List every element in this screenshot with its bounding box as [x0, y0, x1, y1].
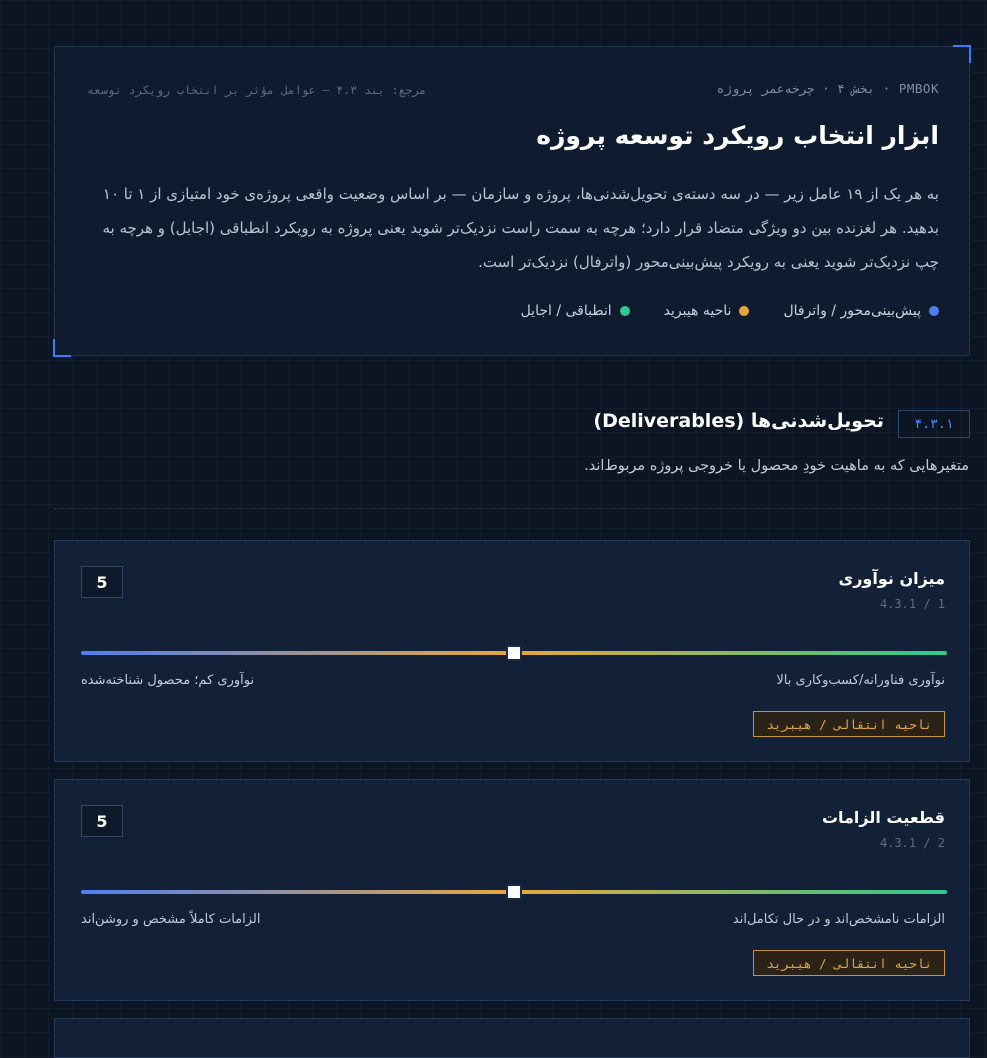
factor-code: 4.3.1 / 2 — [879, 836, 945, 850]
breadcrumb: PMBOK · بخش ۴ · چرخه‌عمر پروژه — [716, 81, 939, 96]
factor-card — [54, 1018, 970, 1058]
factor-code: 4.3.1 / 1 — [879, 597, 945, 611]
corner-accent — [953, 45, 971, 63]
legend-label: پیش‌بینی‌محور / واترفال — [783, 303, 921, 319]
legend-label: انطباقی / اجایل — [520, 303, 612, 319]
slider-right-label: الزامات نامشخص‌اند و در حال تکامل‌اند — [732, 912, 945, 927]
intro-panel — [54, 46, 970, 356]
section-description: متغیرهایی که به ماهیت خودِ محصول یا خروجی پروژه مربوط‌اند. — [584, 458, 969, 474]
factor-card — [54, 540, 970, 762]
legend-item-hybrid — [664, 303, 750, 319]
slider-right-label: نوآوری فناورانه/کسب‌وکاری بالا — [776, 673, 945, 688]
intro-text: به هر یک از ۱۹ عامل زیر — در سه دسته‌ی تحویل‌شدنی‌ها، پروژه و سازمان — بر اساس وضعیت واقعی پروژه‌ی خود امتیازی از ۱ تا ۱۰ بدهید. هر لغزنده بین دو ویژگی متضاد قرار دارد؛ هرچه به سمت راست نزدیک‌تر شوید یعنی پروژه به رویکرد انطباقی (اجایل) و هرچه به چپ نزدیک‌تر شوید یعنی به رویکرد پیش‌بینی‌محور (واترفال) نزدیک‌تر است. — [102, 185, 939, 271]
score-display: 5 — [81, 566, 123, 598]
section-title: تحویل‌شدنی‌ها (Deliverables) — [593, 410, 884, 432]
corner-accent — [53, 339, 71, 357]
factor-card — [54, 779, 970, 1001]
factor-title: قطعیت الزامات — [821, 808, 945, 827]
zone-badge: ناحیه انتقالی / هیبرید — [753, 711, 945, 737]
slider-left-label: الزامات کاملاً مشخص و روشن‌اند — [81, 912, 261, 927]
dot-green-icon — [620, 306, 630, 316]
dot-amber-icon — [739, 306, 749, 316]
legend-label: ناحیه هیبرید — [663, 303, 732, 319]
zone-badge: ناحیه انتقالی / هیبرید — [753, 950, 945, 976]
reference-note: مرجع: بند ۴.۳ — عوامل مؤثر بر انتخاب رویکرد توسعه — [87, 83, 427, 97]
legend — [521, 303, 939, 319]
slider-left-label: نوآوری کم؛ محصول شناخته‌شده — [81, 673, 255, 688]
section-number-badge: ۴.۳.۱ — [898, 410, 970, 438]
factor-title: میزان نوآوری — [838, 569, 945, 588]
factor-slider-thumb[interactable] — [506, 884, 522, 900]
factor-slider-thumb[interactable] — [506, 645, 522, 661]
legend-item-adaptive — [521, 303, 630, 319]
dot-blue-icon — [929, 306, 939, 316]
section-divider — [54, 508, 970, 509]
legend-item-predictive — [783, 303, 939, 319]
score-display: 5 — [81, 805, 123, 837]
page-title: ابزار انتخاب رویکرد توسعه پروژه — [536, 121, 939, 150]
